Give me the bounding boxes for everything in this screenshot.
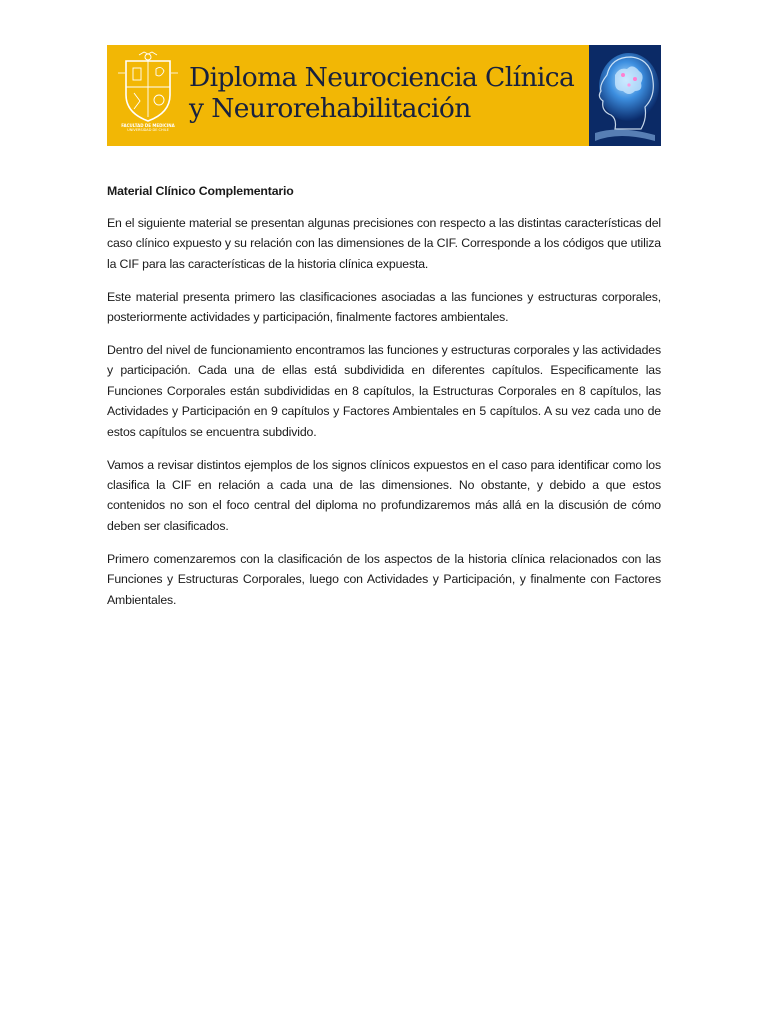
paragraph-order: Primero comenzaremos con la clasificación de los aspectos de la historia clínica relacionados con las Funciones y Estructuras Corporales, luego con Actividades y Participación, y finalmente con Factores Ambientales.	[107, 551, 661, 607]
paragraph-examples: Vamos a revisar distintos ejemplos de los signos clínicos expuestos en el caso para identificar como los clasifica la CIF en relación a cada una de las dimensiones. No obstante, y debido a que estos contenidos no son el foco central del diploma no profundizaremos más allá en la discusión de cómo deben ser clasificados.	[107, 457, 661, 533]
seal-caption-line2: UNIVERSIDAD DE CHILE	[127, 128, 169, 132]
header-banner	[107, 45, 661, 146]
faculty-seal-icon	[117, 51, 179, 123]
program-title-line2: y Neurorehabilitación	[189, 93, 471, 124]
brain-graphic	[589, 45, 661, 146]
seal-caption	[117, 123, 179, 133]
document-body	[107, 181, 661, 622]
paragraph-structure: Este material presenta primero las clasificaciones asociadas a las funciones y estructuras corporales, posteriormente actividades y participación, finalmente factores ambientales.	[107, 289, 661, 325]
brain-head-icon	[589, 45, 661, 146]
paragraph-intro: En el siguiente material se presentan algunas precisiones con respecto a las distintas características del caso clínico expuesto y su relación con las dimensiones de la CIF. Corresponde a los códigos que utiliza la CIF para las características de la historia clínica expuesta.	[107, 216, 661, 271]
program-title	[189, 62, 574, 124]
faculty-seal	[117, 51, 179, 141]
section-heading: Material Clínico Complementario	[107, 184, 294, 198]
paragraph-functioning-levels: Dentro del nivel de funcionamiento encontramos las funciones y estructuras corporales y las actividades y participación. Cada una de ellas está subdividida en diferentes capítulos. Especificamente las Funciones Corporales están subdivididas en 8 capítulos, la Estructuras Corporales en 8 capítulos, las Actividades y Participación en 9 capítulos y Factores Ambientales en 5 capítulos. A su vez cada uno de estos capítulos se encuentra subdivido.	[107, 343, 661, 439]
program-title-line1: Diploma Neurociencia Clínica	[189, 62, 575, 93]
seal-caption-line1: FACULTAD DE MEDICINA	[121, 123, 175, 128]
